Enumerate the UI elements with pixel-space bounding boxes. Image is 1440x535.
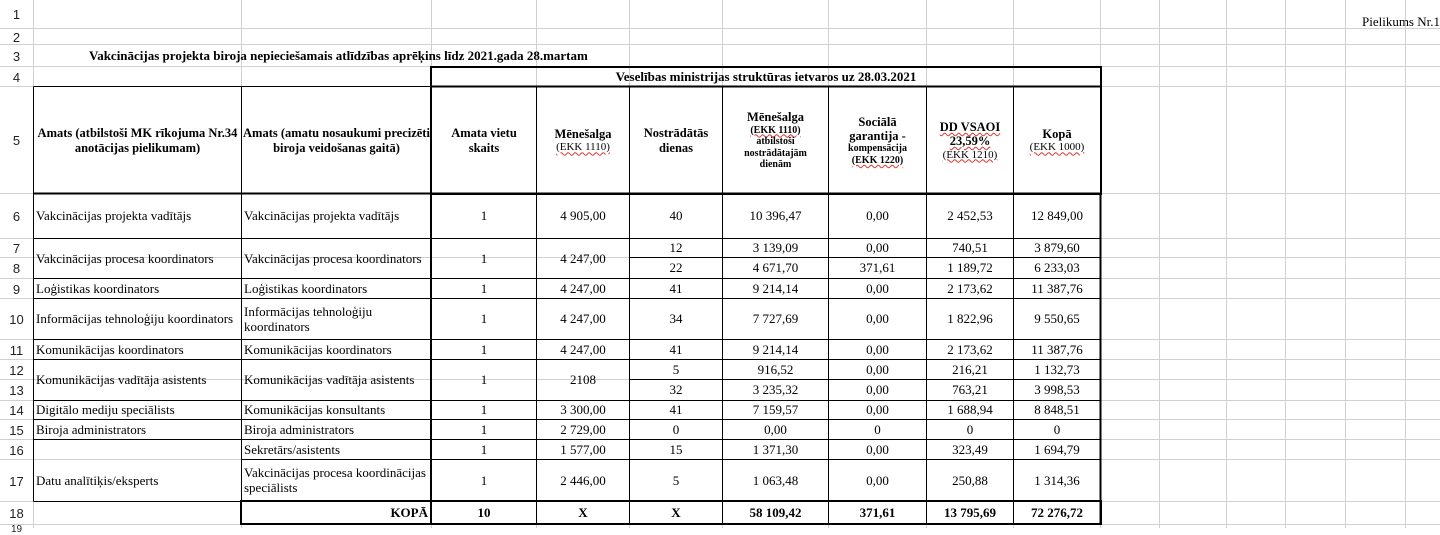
header-social-guarantee-sub: kompensācija bbox=[848, 143, 907, 155]
cell-vsaoi[interactable]: 763,21 bbox=[952, 382, 988, 398]
cell-total[interactable]: 0 bbox=[1053, 421, 1061, 437]
row-header[interactable]: 4 bbox=[12, 69, 21, 85]
cell-salary-by-days[interactable]: 7 159,57 bbox=[752, 402, 799, 418]
header-total-code: (EKK 1000) bbox=[1029, 141, 1085, 154]
cell-vsaoi[interactable]: 2 173,62 bbox=[947, 280, 993, 296]
cell-position-mk[interactable]: Komunikācijas vadītāja asistents bbox=[36, 372, 207, 388]
row-header[interactable]: 2 bbox=[12, 29, 21, 45]
row-header[interactable]: 10 bbox=[9, 312, 24, 327]
cell-positions-count[interactable]: 1 bbox=[480, 280, 488, 296]
header-salary-by-days-text: Mēnešalga bbox=[747, 110, 804, 125]
cell-monthly-salary[interactable]: 1 577,00 bbox=[560, 441, 606, 457]
header-days-worked[interactable] bbox=[630, 87, 722, 194]
row-header[interactable]: 6 bbox=[12, 209, 21, 224]
cell-positions-count[interactable]: 1 bbox=[480, 372, 488, 388]
header-vsaoi[interactable] bbox=[927, 87, 1013, 194]
cell-positions-count[interactable]: 1 bbox=[480, 402, 488, 418]
cell-salary-by-days[interactable]: 4 671,70 bbox=[752, 260, 799, 276]
cell-positions-count[interactable]: 1 bbox=[480, 208, 488, 224]
total-sum[interactable]: 72 276,72 bbox=[1031, 504, 1083, 520]
cell-days-worked[interactable]: 34 bbox=[669, 311, 683, 327]
cell-vsaoi[interactable]: 1 189,72 bbox=[947, 260, 993, 276]
group-header[interactable]: Veselības ministrijas struktūras ietvaros uz 28.03.2021 bbox=[615, 68, 917, 84]
header-monthly-salary-text: Mēnešalga bbox=[554, 126, 612, 141]
cell-position-refined[interactable]: Vakcinācijas procesa koordinācijas speciālists bbox=[244, 465, 426, 495]
cell-total[interactable]: 6 233,03 bbox=[1034, 260, 1080, 276]
cell-salary-by-days[interactable]: 3 139,09 bbox=[752, 240, 799, 256]
cell-positions-count[interactable]: 1 bbox=[480, 421, 488, 437]
header-social-guarantee[interactable] bbox=[829, 87, 926, 194]
cell-position-refined[interactable]: Komunikācijas koordinators bbox=[244, 341, 392, 357]
header-position-refined[interactable] bbox=[242, 87, 431, 194]
cell-days-worked[interactable]: 0 bbox=[672, 421, 680, 437]
header-days-worked-text: Nostrādātās dienas bbox=[643, 126, 709, 155]
cell-social-guarantee[interactable]: 0,00 bbox=[866, 311, 889, 327]
cell-position-mk[interactable]: Vakcinācijas projekta vadītājs bbox=[36, 208, 192, 224]
cell-days-worked[interactable]: 32 bbox=[669, 382, 683, 398]
header-total[interactable] bbox=[1014, 87, 1100, 194]
header-social-guarantee-text: Sociālā garantija - bbox=[849, 114, 906, 143]
cell-positions-count[interactable]: 1 bbox=[480, 441, 488, 457]
row-header[interactable]: 19 bbox=[10, 524, 23, 535]
row-header[interactable]: 9 bbox=[12, 281, 21, 297]
cell-days-worked[interactable]: 15 bbox=[669, 441, 683, 457]
total-monthly-salary[interactable]: X bbox=[578, 504, 588, 520]
row-header[interactable]: 16 bbox=[9, 442, 24, 458]
cell-social-guarantee[interactable]: 0,00 bbox=[866, 402, 889, 418]
cell-days-worked[interactable]: 41 bbox=[669, 402, 683, 418]
cell-vsaoi[interactable]: 323,49 bbox=[952, 441, 988, 457]
total-days-worked[interactable]: X bbox=[671, 504, 681, 520]
cell-social-guarantee[interactable]: 0,00 bbox=[866, 441, 889, 457]
cell-positions-count[interactable]: 1 bbox=[480, 341, 488, 357]
row-header[interactable]: 11 bbox=[9, 342, 24, 358]
cell-days-worked[interactable]: 12 bbox=[669, 240, 683, 256]
row-header[interactable]: 7 bbox=[12, 241, 21, 256]
cell-vsaoi[interactable]: 216,21 bbox=[952, 361, 988, 377]
header-monthly-salary[interactable] bbox=[537, 87, 629, 194]
cell-vsaoi[interactable]: 1 688,94 bbox=[947, 402, 993, 418]
cell-days-worked[interactable]: 40 bbox=[669, 208, 683, 224]
cell-social-guarantee[interactable]: 0,00 bbox=[866, 472, 889, 488]
cell-position-mk[interactable]: Loģistikas koordinators bbox=[36, 280, 160, 296]
cell-salary-by-days[interactable]: 1 063,48 bbox=[752, 472, 799, 488]
cell-total[interactable]: 9 550,65 bbox=[1034, 311, 1080, 327]
cell-salary-by-days[interactable]: 9 214,14 bbox=[752, 341, 799, 357]
row-header[interactable]: 5 bbox=[12, 133, 21, 148]
cell-position-refined[interactable]: Informācijas tehnoloģiju koordinators bbox=[244, 303, 373, 334]
header-salary-by-days[interactable] bbox=[723, 87, 828, 194]
cell-position-refined[interactable]: Sekretārs/asistents bbox=[244, 441, 341, 457]
cell-salary-by-days[interactable]: 0,00 bbox=[764, 421, 787, 437]
row-header[interactable]: 3 bbox=[12, 48, 21, 64]
cell-position-mk[interactable]: Informācijas tehnoloģiju koordinators bbox=[36, 311, 234, 327]
cell-days-worked[interactable]: 5 bbox=[672, 472, 680, 488]
cell-social-guarantee[interactable]: 0,00 bbox=[866, 208, 889, 224]
header-salary-by-days-code: (EKK 1110) bbox=[750, 124, 801, 136]
cell-social-guarantee[interactable]: 0,00 bbox=[866, 361, 889, 377]
cell-total[interactable]: 1 694,79 bbox=[1034, 441, 1080, 457]
total-vsaoi[interactable]: 13 795,69 bbox=[944, 504, 996, 520]
header-position-mk-text: Amats (atbilstoši MK rīkojuma Nr.34 anotācijas pielikumam) bbox=[37, 126, 238, 155]
total-label[interactable]: KOPĀ bbox=[390, 504, 428, 520]
cell-position-mk[interactable]: Biroja administrators bbox=[36, 421, 147, 437]
header-positions-count[interactable] bbox=[432, 87, 536, 194]
cell-total[interactable]: 11 387,76 bbox=[1031, 280, 1083, 296]
cell-monthly-salary[interactable]: 4 247,00 bbox=[560, 250, 606, 266]
cell-monthly-salary[interactable]: 4 905,00 bbox=[560, 208, 606, 224]
cell-salary-by-days[interactable]: 9 214,14 bbox=[752, 280, 799, 296]
cell-positions-count[interactable]: 1 bbox=[480, 311, 488, 327]
cell-days-worked[interactable]: 41 bbox=[669, 341, 683, 357]
cell-position-mk[interactable]: Digitālo mediju speciālists bbox=[36, 402, 175, 418]
cell-salary-by-days[interactable]: 1 371,30 bbox=[752, 441, 799, 457]
cell-monthly-salary[interactable]: 2108 bbox=[570, 372, 596, 388]
cell-vsaoi[interactable]: 2 173,62 bbox=[947, 341, 993, 357]
row-header[interactable]: 13 bbox=[9, 383, 24, 398]
cell-position-refined[interactable]: Biroja administrators bbox=[244, 421, 355, 437]
cell-total[interactable]: 3 879,60 bbox=[1034, 240, 1080, 256]
header-monthly-salary-code: (EKK 1110) bbox=[556, 141, 610, 154]
cell-salary-by-days[interactable]: 7 727,69 bbox=[752, 311, 799, 327]
row-header[interactable]: 17 bbox=[9, 473, 24, 489]
cell-vsaoi[interactable]: 2 452,53 bbox=[947, 208, 993, 224]
cell-days-worked[interactable]: 22 bbox=[669, 260, 683, 276]
cell-position-refined[interactable]: Vakcinācijas procesa koordinators bbox=[244, 250, 422, 266]
cell-position-refined[interactable]: Komunikācijas konsultants bbox=[244, 402, 386, 418]
header-social-guarantee-code: (EKK 1220) bbox=[851, 154, 904, 166]
row-header[interactable]: 1 bbox=[12, 7, 21, 22]
row-header[interactable]: 18 bbox=[9, 506, 24, 521]
header-total-text: Kopā bbox=[1042, 126, 1072, 141]
cell-positions-count[interactable]: 1 bbox=[480, 250, 488, 266]
cell-total[interactable]: 1 314,36 bbox=[1034, 472, 1080, 488]
cell-days-worked[interactable]: 41 bbox=[669, 280, 683, 296]
cell-total[interactable]: 11 387,76 bbox=[1031, 341, 1083, 357]
header-vsaoi-text: DD VSAOI 23,59% bbox=[939, 119, 1001, 149]
cell-salary-by-days[interactable]: 3 235,32 bbox=[752, 382, 799, 398]
header-positions-count-text: Amata vietu skaits bbox=[451, 126, 517, 155]
cell-total[interactable]: 8 848,51 bbox=[1034, 402, 1080, 418]
cell-positions-count[interactable]: 1 bbox=[480, 472, 488, 488]
cell-salary-by-days[interactable]: 916,52 bbox=[757, 361, 794, 377]
cell-monthly-salary[interactable]: 4 247,00 bbox=[560, 280, 606, 296]
row-header[interactable]: 15 bbox=[9, 422, 24, 438]
cell-position-mk[interactable]: Komunikācijas koordinators bbox=[36, 341, 184, 357]
cell-monthly-salary[interactable]: 4 247,00 bbox=[560, 341, 606, 357]
cell-total[interactable]: 3 998,53 bbox=[1034, 382, 1080, 398]
cell-position-mk[interactable]: Vakcinācijas procesa koordinators bbox=[36, 250, 214, 266]
cell-social-guarantee[interactable]: 0 bbox=[874, 421, 881, 437]
cell-monthly-salary[interactable]: 3 300,00 bbox=[560, 402, 606, 418]
row-header[interactable]: 12 bbox=[9, 362, 24, 378]
total-positions-count[interactable]: 10 bbox=[477, 504, 491, 520]
cell-days-worked[interactable]: 5 bbox=[672, 361, 680, 377]
cell-position-refined[interactable]: Loģistikas koordinators bbox=[244, 280, 368, 296]
cell-vsaoi[interactable]: 1 822,96 bbox=[947, 311, 993, 327]
appendix-label[interactable]: Pielikums Nr.1 bbox=[1361, 13, 1440, 29]
header-vsaoi-code: (EKK 1210) bbox=[942, 148, 998, 161]
row-header[interactable]: 14 bbox=[9, 403, 24, 418]
cell-salary-by-days[interactable]: 10 396,47 bbox=[749, 208, 802, 224]
page-title[interactable]: Vakcinācijas projekta biroja nepieciešamais atlīdzības aprēķins līdz 2021.gada 28.martam bbox=[89, 47, 588, 63]
header-salary-by-days-note: atbilstoši nostrādātajām dienām bbox=[744, 136, 807, 171]
total-social-guarantee[interactable]: 371,61 bbox=[859, 504, 896, 520]
cell-total[interactable]: 12 849,00 bbox=[1031, 208, 1083, 224]
cell-vsaoi[interactable]: 0 bbox=[966, 421, 974, 437]
total-salary-by-days[interactable]: 58 109,42 bbox=[749, 504, 802, 520]
cell-monthly-salary[interactable]: 2 446,00 bbox=[560, 472, 606, 488]
cell-position-refined[interactable]: Vakcinācijas projekta vadītājs bbox=[244, 208, 400, 224]
cell-vsaoi[interactable]: 740,51 bbox=[952, 240, 988, 256]
header-position-refined-text: Amats (amatu nosaukumi precizēti biroja veidošanas gaitā) bbox=[243, 126, 430, 155]
cell-social-guarantee[interactable]: 0,00 bbox=[866, 341, 889, 357]
cell-vsaoi[interactable]: 250,88 bbox=[952, 472, 988, 488]
cell-total[interactable]: 1 132,73 bbox=[1034, 361, 1080, 377]
cell-social-guarantee[interactable]: 371,61 bbox=[859, 260, 896, 276]
cell-social-guarantee[interactable]: 0,00 bbox=[866, 240, 889, 256]
cell-monthly-salary[interactable]: 2 729,00 bbox=[560, 421, 606, 437]
cell-position-refined[interactable]: Komunikācijas vadītāja asistents bbox=[244, 372, 415, 388]
header-position-mk[interactable] bbox=[34, 87, 241, 194]
cell-position-mk[interactable] bbox=[34, 440, 241, 460]
cell-social-guarantee[interactable]: 0,00 bbox=[866, 280, 889, 296]
row-header[interactable]: 8 bbox=[12, 261, 21, 276]
cell-social-guarantee[interactable]: 0,00 bbox=[866, 382, 889, 398]
cell-monthly-salary[interactable]: 4 247,00 bbox=[560, 311, 606, 327]
cell-position-mk[interactable]: Datu analītiķis/eksperts bbox=[36, 472, 159, 488]
